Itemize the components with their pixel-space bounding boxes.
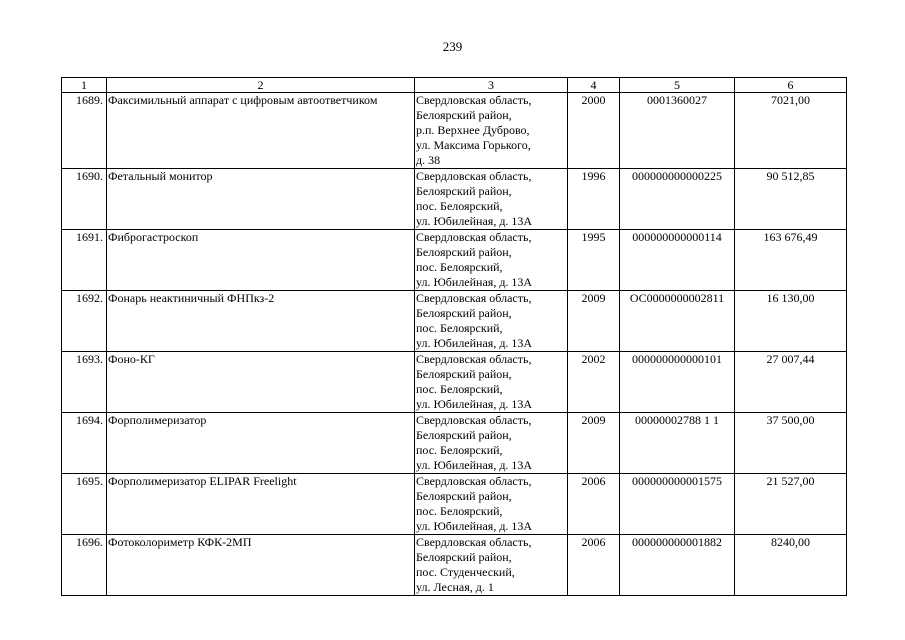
item-address bbox=[415, 535, 568, 596]
address-line: Свердловская область, bbox=[416, 474, 532, 488]
item-inventory-number: 000000000001575 bbox=[620, 474, 735, 535]
address-line: пос. Белоярский, bbox=[416, 199, 503, 213]
item-year: 2009 bbox=[568, 291, 620, 352]
address-line: Белоярский район, bbox=[416, 306, 512, 320]
item-year: 2002 bbox=[568, 352, 620, 413]
item-value: 90 512,85 bbox=[735, 169, 847, 230]
address-line: ул. Юбилейная, д. 13А bbox=[416, 336, 533, 350]
address-line: ул. Лесная, д. 1 bbox=[416, 580, 494, 594]
item-name: Форполимеризатор ELIPAR Freelight bbox=[107, 474, 415, 535]
row-number: 1690. bbox=[62, 169, 107, 230]
address-line: Белоярский район, bbox=[416, 489, 512, 503]
address-line: Свердловская область, bbox=[416, 352, 532, 366]
item-name: Факсимильный аппарат с цифровым автоответчиком bbox=[107, 93, 415, 169]
address-line: Свердловская область, bbox=[416, 535, 532, 549]
address-line: Свердловская область, bbox=[416, 413, 532, 427]
table-row bbox=[62, 230, 847, 291]
header-col-4: 4 bbox=[568, 78, 620, 93]
item-address bbox=[415, 352, 568, 413]
address-line: Белоярский район, bbox=[416, 367, 512, 381]
item-value: 7021,00 bbox=[735, 93, 847, 169]
item-inventory-number: 000000000001882 bbox=[620, 535, 735, 596]
table-row bbox=[62, 535, 847, 596]
item-inventory-number: 0001360027 bbox=[620, 93, 735, 169]
item-name: Фотоколориметр КФК-2МП bbox=[107, 535, 415, 596]
item-year: 2009 bbox=[568, 413, 620, 474]
item-inventory-number: 000000000000101 bbox=[620, 352, 735, 413]
table-row bbox=[62, 291, 847, 352]
table-body bbox=[62, 93, 847, 596]
item-name: Форполимеризатор bbox=[107, 413, 415, 474]
address-line: Свердловская область, bbox=[416, 169, 532, 183]
address-line: ул. Юбилейная, д. 13А bbox=[416, 275, 533, 289]
item-inventory-number: ОС0000000002811 bbox=[620, 291, 735, 352]
item-year: 2006 bbox=[568, 474, 620, 535]
address-line: р.п. Верхнее Дуброво, bbox=[416, 123, 530, 137]
row-number: 1693. bbox=[62, 352, 107, 413]
item-address bbox=[415, 169, 568, 230]
property-table bbox=[61, 77, 847, 596]
item-name: Фетальный монитор bbox=[107, 169, 415, 230]
row-number: 1694. bbox=[62, 413, 107, 474]
item-inventory-number: 000000000000114 bbox=[620, 230, 735, 291]
header-col-1: 1 bbox=[62, 78, 107, 93]
row-number: 1695. bbox=[62, 474, 107, 535]
item-name: Фоно-КГ bbox=[107, 352, 415, 413]
address-line: пос. Белоярский, bbox=[416, 260, 503, 274]
table-row bbox=[62, 169, 847, 230]
item-year: 1996 bbox=[568, 169, 620, 230]
item-value: 8240,00 bbox=[735, 535, 847, 596]
row-number: 1696. bbox=[62, 535, 107, 596]
address-line: пос. Белоярский, bbox=[416, 504, 503, 518]
table-header bbox=[62, 78, 847, 93]
row-number: 1692. bbox=[62, 291, 107, 352]
header-row bbox=[62, 78, 847, 93]
item-value: 16 130,00 bbox=[735, 291, 847, 352]
header-col-2: 2 bbox=[107, 78, 415, 93]
address-line: Белоярский район, bbox=[416, 550, 512, 564]
address-line: д. 38 bbox=[416, 153, 441, 167]
table-row bbox=[62, 352, 847, 413]
address-line: ул. Юбилейная, д. 13А bbox=[416, 397, 533, 411]
item-year: 2006 bbox=[568, 535, 620, 596]
address-line: пос. Белоярский, bbox=[416, 321, 503, 335]
item-inventory-number: 000000000000225 bbox=[620, 169, 735, 230]
row-number: 1689. bbox=[62, 93, 107, 169]
table-row bbox=[62, 413, 847, 474]
table-row bbox=[62, 93, 847, 169]
item-name: Фонарь неактиничный ФНПкз-2 bbox=[107, 291, 415, 352]
item-address bbox=[415, 93, 568, 169]
address-line: пос. Белоярский, bbox=[416, 382, 503, 396]
address-line: Белоярский район, bbox=[416, 184, 512, 198]
address-line: ул. Юбилейная, д. 13А bbox=[416, 458, 533, 472]
address-line: Белоярский район, bbox=[416, 245, 512, 259]
header-col-6: 6 bbox=[735, 78, 847, 93]
item-year: 2000 bbox=[568, 93, 620, 169]
item-address bbox=[415, 474, 568, 535]
header-col-3: 3 bbox=[415, 78, 568, 93]
item-value: 37 500,00 bbox=[735, 413, 847, 474]
address-line: Белоярский район, bbox=[416, 108, 512, 122]
item-value: 21 527,00 bbox=[735, 474, 847, 535]
item-year: 1995 bbox=[568, 230, 620, 291]
address-line: Белоярский район, bbox=[416, 428, 512, 442]
page-number: 239 bbox=[442, 39, 463, 54]
item-inventory-number: 00000002788 1 1 bbox=[620, 413, 735, 474]
item-value: 27 007,44 bbox=[735, 352, 847, 413]
item-value: 163 676,49 bbox=[735, 230, 847, 291]
row-number: 1691. bbox=[62, 230, 107, 291]
address-line: ул. Максима Горького, bbox=[416, 138, 531, 152]
address-line: Свердловская область, bbox=[416, 291, 532, 305]
table-row bbox=[62, 474, 847, 535]
address-line: ул. Юбилейная, д. 13А bbox=[416, 214, 533, 228]
header-col-5: 5 bbox=[620, 78, 735, 93]
item-address bbox=[415, 291, 568, 352]
address-line: пос. Белоярский, bbox=[416, 443, 503, 457]
address-line: Свердловская область, bbox=[416, 93, 532, 107]
item-address bbox=[415, 230, 568, 291]
address-line: пос. Студенческий, bbox=[416, 565, 515, 579]
item-address bbox=[415, 413, 568, 474]
address-line: ул. Юбилейная, д. 13А bbox=[416, 519, 533, 533]
address-line: Свердловская область, bbox=[416, 230, 532, 244]
item-name: Фиброгастроскоп bbox=[107, 230, 415, 291]
